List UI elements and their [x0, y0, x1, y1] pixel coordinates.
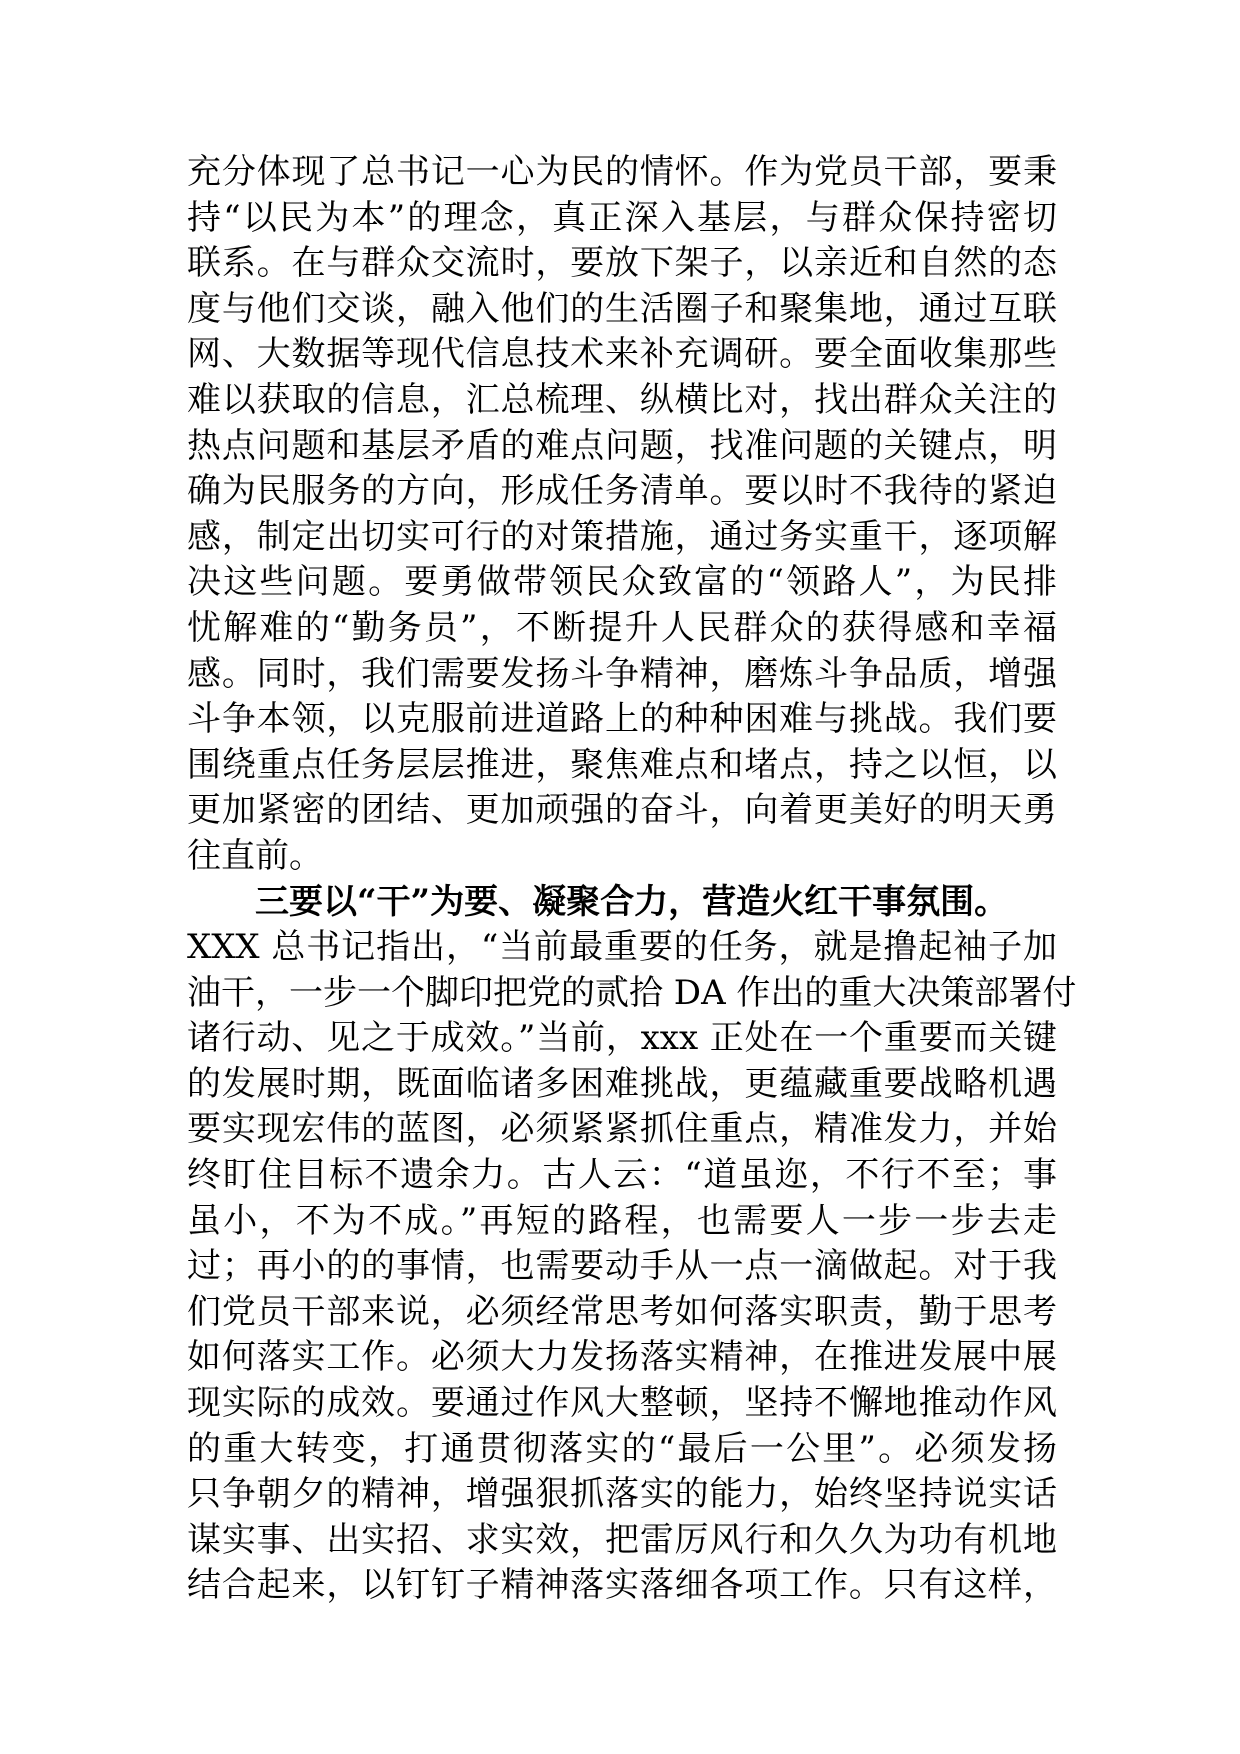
text-line: 网、大数据等现代信息技术来补充调研。要全面收集那些: [187, 334, 1057, 375]
text-line: 终盯住目标不遗余力。古人云：“道虽迩，不行不至；事: [187, 1155, 1057, 1196]
body-text: [187, 150, 1077, 1609]
text-line: 结合起来，以钉钉子精神落实落细各项工作。只有这样，: [187, 1565, 1057, 1606]
text-line: 更加紧密的团结、更加顽强的奋斗，向着更美好的明天勇: [187, 790, 1057, 831]
text-line: 度与他们交谈，融入他们的生活圈子和聚集地，通过互联: [187, 288, 1057, 329]
text-line: 要实现宏伟的蓝图，必须紧紧抓住重点，精准发力，并始: [187, 1109, 1057, 1150]
text-line: 诸行动、见之于成效。”当前，xxx 正处在一个重要而关键: [187, 1018, 1057, 1059]
text-line: 斗争本领，以克服前进道路上的种种困难与挑战。我们要: [187, 699, 1057, 740]
text-line: 油干，一步一个脚印把党的贰拾 DA 作出的重大决策部署付: [187, 972, 1077, 1013]
text-line: 决这些问题。要勇做带领民众致富的“领路人”，为民排: [187, 562, 1057, 603]
text-line: 确为民服务的方向，形成任务清单。要以时不我待的紧迫: [187, 471, 1057, 512]
text-line: 现实际的成效。要通过作风大整顿，坚持不懈地推动作风: [187, 1383, 1057, 1424]
text-line: 只争朝夕的精神，增强狠抓落实的能力，始终坚持说实话: [187, 1474, 1057, 1515]
text-line: 谋实事、出实招、求实效，把雷厉风行和久久为功有机地: [187, 1519, 1057, 1560]
text-line: 热点问题和基层矛盾的难点问题，找准问题的关键点，明: [187, 425, 1057, 466]
text-line: 如何落实工作。必须大力发扬落实精神，在推进发展中展: [187, 1337, 1057, 1378]
text-line: 联系。在与群众交流时，要放下架子，以亲近和自然的态: [187, 243, 1057, 284]
text-line: 虽小，不为不成。”再短的路程，也需要人一步一步去走: [187, 1200, 1057, 1241]
text-line: 围绕重点任务层层推进，聚焦难点和堵点，持之以恒，以: [187, 744, 1057, 785]
text-line: 感。同时，我们需要发扬斗争精神，磨炼斗争品质，增强: [187, 653, 1057, 694]
section-heading: 三要以“干”为要、凝聚合力，营造火红干事氛围。: [255, 881, 1009, 922]
text-line: 感，制定出切实可行的对策措施，通过务实重干，逐项解: [187, 516, 1057, 557]
text-line: 过；再小的的事情，也需要动手从一点一滴做起。对于我: [187, 1246, 1057, 1287]
text-line: 充分体现了总书记一心为民的情怀。作为党员干部，要秉: [187, 152, 1057, 192]
text-line: XXX 总书记指出，“当前最重要的任务，就是撸起袖子加: [187, 927, 1057, 968]
text-line: 们党员干部来说，必须经常思考如何落实职责，勤于思考: [187, 1291, 1057, 1332]
text-line: 的发展时期，既面临诸多困难挑战，更蕴藏重要战略机遇: [187, 1063, 1057, 1104]
text-line: 忧解难的“勤务员”，不断提升人民群众的获得感和幸福: [187, 607, 1057, 648]
paragraph-end-line: 往直前。: [187, 835, 323, 876]
text-line: 难以获取的信息，汇总梳理、纵横比对，找出群众关注的: [187, 379, 1057, 420]
text-line: 持“以民为本”的理念，真正深入基层，与群众保持密切: [187, 197, 1057, 238]
text-line: 的重大转变，打通贯彻落实的“最后一公里”。必须发扬: [187, 1428, 1057, 1469]
